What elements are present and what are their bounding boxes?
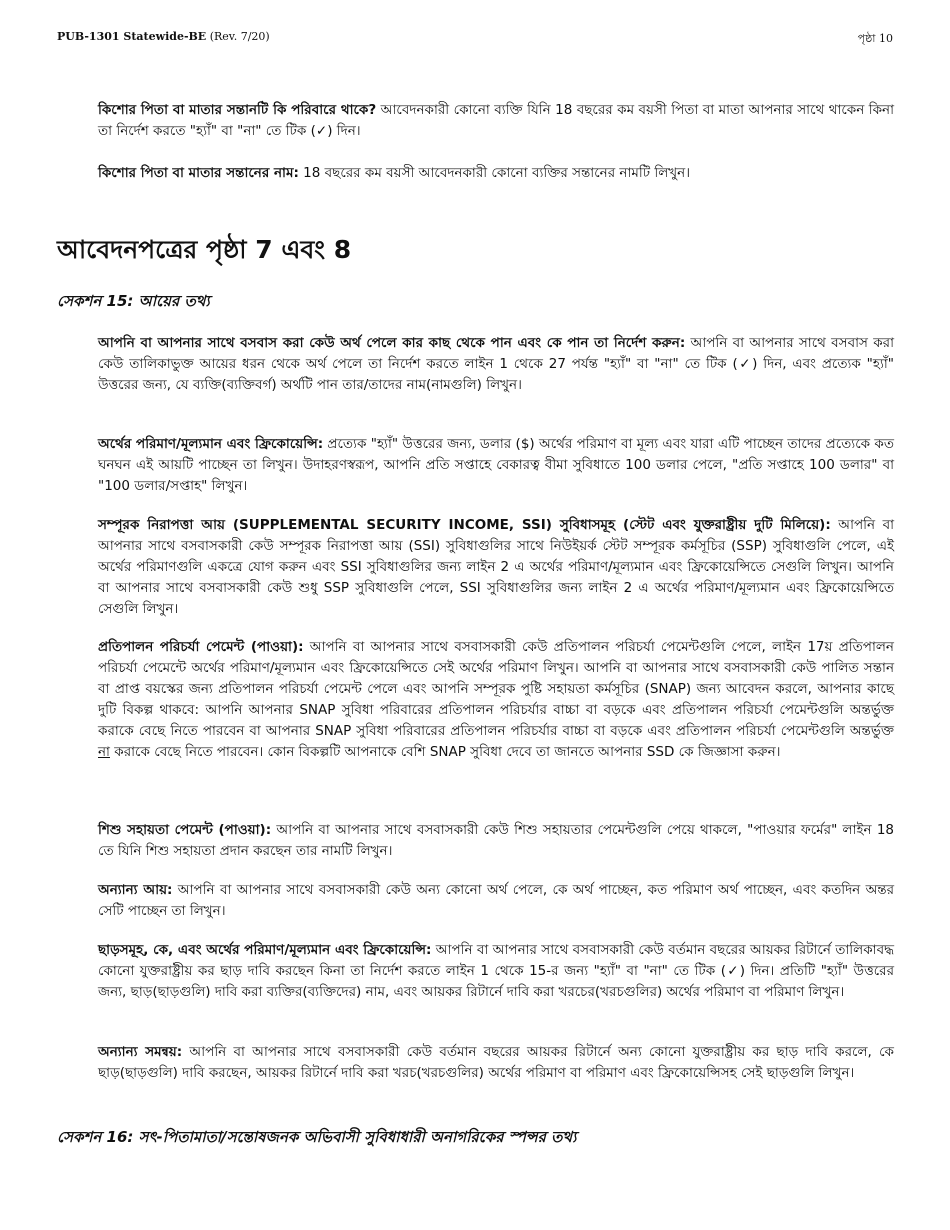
ssi-text: আপনি বা আপনার সাথে বসবাসকারী কেউ সম্পূরক নিরাপত্তা আয় (SSI) সুবিধাগুলির সাথে নিউইয়র্ক স্টেট সম্পূরক কর্মসূচির (SSP) সুবিধাগুলি পেলে, এই অর্থের পরিমাণগুলি একত্রে যোগ করুন এবং SSI সুবিধাগুলির জন্য লাইন 2 এ অর্থের পরিমাণ/মূল্যমান এবং ফ্রিকোয়েন্সিতে সেগুলি লিখুন। আপনি বা আপনার সাথে বসবাসকারী কেউ শুধু SSP সুবিধাগুলি পেলে, SSI সুবিধাগুলির জন্য লাইন 2 এ অর্থের পরিমাণ/মূল্যমান এবং ফ্রিকোয়েন্সিতে সেগুলি লিখুন। (98, 517, 894, 617)
header-left (57, 30, 270, 49)
other-income-title: অন্যান্য আয়: (98, 882, 173, 898)
child-support-text: আপনি বা আপনার সাথে বসবাসকারী কেউ শিশু সহায়তার পেমেন্টগুলি পেয়ে থাকলে, "পাওয়ার ফর্মের" লাইন 18 তে যিনি শিশু সহায়তা প্রদান করছেন তার নামটি লিখুন। (98, 822, 895, 859)
amount-frequency-title: অর্থের পরিমাণ/মূল্যমান এবং ফ্রিকোয়েন্সি: (98, 436, 324, 452)
teen-child-name-title: কিশোর পিতা বা মাতার সন্তানের নাম: (98, 165, 299, 181)
income-who-text: আপনি বা আপনার সাথে বসবাস করা কেউ তালিকাভুক্ত আয়ের ধরন থেকে অর্থ পেলে তা নির্দেশ করতে লাইন 1 থেকে 27 পর্যন্ত "হ্যাঁ" বা "না" তে টিক (✓) দিন, এবং প্রত্যেক "হ্যাঁ" উত্তরের জন্য, যে ব্যক্তি(ব্যক্তিবর্গ) অর্থটি পান তার/তাদের নাম(নামগুলি) লিখুন। (98, 335, 894, 393)
other-income-paragraph (98, 880, 894, 922)
adjustments-title: অন্যান্য সমন্বয়: (98, 1044, 183, 1060)
teen-child-name-paragraph (98, 163, 894, 184)
adjustments-paragraph (98, 1042, 894, 1084)
ssi-title: সম্পূরক নিরাপত্তা আয় (SUPPLEMENTAL SECURITY INCOME, SSI) সুবিধাসমূহ (স্টেট এবং যুক্তরাষ্ট্রীয় দুটি মিলিয়ে): (98, 517, 831, 533)
teen-child-name-text: 18 বছরের কম বয়সী আবেদনকারী কোনো ব্যক্তির সন্তানের নামটি লিখুন। (298, 165, 691, 181)
teen-parent-title: কিশোর পিতা বা মাতার সন্তানটি কি পরিবারে থাকে? (98, 102, 377, 118)
foster-care-title: প্রতিপালন পরিচর্যা পেমেন্ট (পাওয়া): (98, 639, 304, 655)
income-who-paragraph (98, 333, 894, 396)
amount-frequency-paragraph (98, 434, 894, 497)
foster-care-paragraph (98, 637, 894, 763)
deductions-text: আপনি বা আপনার সাথে বসবাসকারী কেউ বর্তমান বছরের আয়কর রিটার্নে তালিকাবদ্ধ কোনো যুক্তরাষ্ট্রীয় কর ছাড় দাবি করছেন কিনা তা নির্দেশ করতে লাইন 1 থেকে 15-র জন্য "হ্যাঁ" বা "না" তে টিক (✓) দিন। প্রতিটি "হ্যাঁ" উত্তরের জন্য, ছাড়(ছাড়গুলি) দাবি করা ব্যক্তির(ব্যক্তিদের) নাম, এবং আয়কর রিটার্নে দাবি করা খরচের(খরচগুলির) অর্থের পরিমাণ বা পরিমাণ লিখুন। (98, 942, 894, 1000)
document-id: PUB-1301 Statewide-BE (57, 30, 207, 43)
deductions-paragraph (98, 940, 894, 1003)
main-heading: আবেদনপত্রের পৃষ্ঠা 7 এবং 8 (57, 235, 352, 264)
adjustments-text: আপনি বা আপনার সাথে বসবাসকারী কেউ বর্তমান বছরের আয়কর রিটার্নে অন্য কোনো যুক্তরাষ্ট্রীয় কর ছাড় দাবি করলে, কে ছাড়(ছাড়গুলি) দাবি করছেন, আয়কর রিটার্নে দাবি করা খরচ(খরচগুলির) অর্থের পরিমাণ বা পরিমাণ এবং ফ্রিকোয়েন্সিসহ সেই ছাড়গুলি লিখুন। (98, 1044, 894, 1081)
foster-care-text-after: করাকে বেছে নিতে পারবেন। কোন বিকল্পটি আপনাকে বেশি SNAP সুবিধা দেবে তা জানতে আপনার SSD কে জিজ্ঞাসা করুন। (109, 744, 781, 760)
foster-care-underlined-word: না (98, 744, 110, 760)
section-16-title: সেকশন 16: সৎ-পিতামাতা/সন্তোষজনক অভিবাসী সুবিধাধারী অনাগরিকের স্পন্সর তথ্য (57, 1128, 577, 1146)
page-header (57, 30, 893, 49)
other-income-text: আপনি বা আপনার সাথে বসবাসকারী কেউ অন্য কোনো অর্থ পেলে, কে অর্থ পাচ্ছেন, কত পরিমাণ অর্থ পাচ্ছেন, এবং কতদিন অন্তর সেটি পাচ্ছেন তা লিখুন। (98, 882, 894, 919)
child-support-paragraph (98, 820, 894, 862)
document-revision: (Rev. 7/20) (209, 30, 270, 43)
child-support-title: শিশু সহায়তা পেমেন্ট (পাওয়া): (98, 822, 272, 838)
teen-parent-paragraph (98, 100, 894, 142)
amount-frequency-text: প্রত্যেক "হ্যাঁ" উত্তরের জন্য, ডলার ($) অর্থের পরিমাণ বা মূল্য এবং যারা এটি পাচ্ছেন তাদের প্রত্যেকে কত ঘনঘন এই আয়টি পাচ্ছেন তা লিখুন। উদাহরণস্বরূপ, আপনি প্রতি সপ্তাহে বেকারত্ব বীমা সুবিধাতে 100 ডলার পেলে, "প্রতি সপ্তাহে 100 ডলার" বা "100 ডলার/সপ্তাহ" লিখুন। (98, 436, 894, 494)
page-number: পৃষ্ঠা 10 (857, 32, 893, 45)
income-who-title: আপনি বা আপনার সাথে বসবাস করা কেউ অর্থ পেলে কার কাছ থেকে পান এবং কে পান তা নির্দেশ করুন: (98, 335, 686, 351)
teen-parent-text: আবেদনকারী কোনো ব্যক্তি যিনি 18 বছরের কম বয়সী পিতা বা মাতা আপনার সাথে থাকেন কিনা তা নির্দেশ করতে "হ্যাঁ" বা "না" তে টিক (✓) দিন। (98, 102, 895, 139)
foster-care-text-before: আপনি বা আপনার সাথে বসবাসকারী কেউ প্রতিপালন পরিচর্যা পেমেন্টগুলি পেলে, লাইন 17য় প্রতিপালন পরিচর্যা পেমেন্টে অর্থের পরিমাণ/মূল্যমান এবং ফ্রিকোয়েন্সিতে সেই অর্থের পরিমাণ লিখুন। আপনি বা আপনার সাথে বসবাসকারী কেউ পালিত সন্তান বা প্রাপ্ত বয়স্কের জন্য প্রতিপালন পরিচর্যা পেমেন্ট পেলে এবং আপনি সম্পূরক পুষ্টি সহায়তা কর্মসূচির (SNAP) জন্য আবেদন করলে, আপনার কাছে দুটি বিকল্প থাকবে: আপনি আপনার SNAP সুবিধা পরিবারের প্রতিপালন পরিচর্যার বাচ্চা বা বড়কে এবং প্রতিপালন পরিচর্যা পেমেন্টগুলি অন্তর্ভুক্ত করাকে বেছে নিতে পারবেন বা আপনার SNAP সুবিধা পরিবারের প্রতিপালন পরিচর্যার বাচ্চা বা বড়কে এবং প্রতিপালন পরিচর্যা পেমেন্টগুলি অন্তর্ভুক্ত (98, 639, 894, 739)
deductions-title: ছাড়সমূহ, কে, এবং অর্থের পরিমাণ/মূল্যমান এবং ফ্রিকোয়েন্সি: (98, 942, 432, 958)
ssi-paragraph (98, 515, 894, 620)
section-15-title: সেকশন 15: আয়ের তথ্য (57, 292, 210, 310)
